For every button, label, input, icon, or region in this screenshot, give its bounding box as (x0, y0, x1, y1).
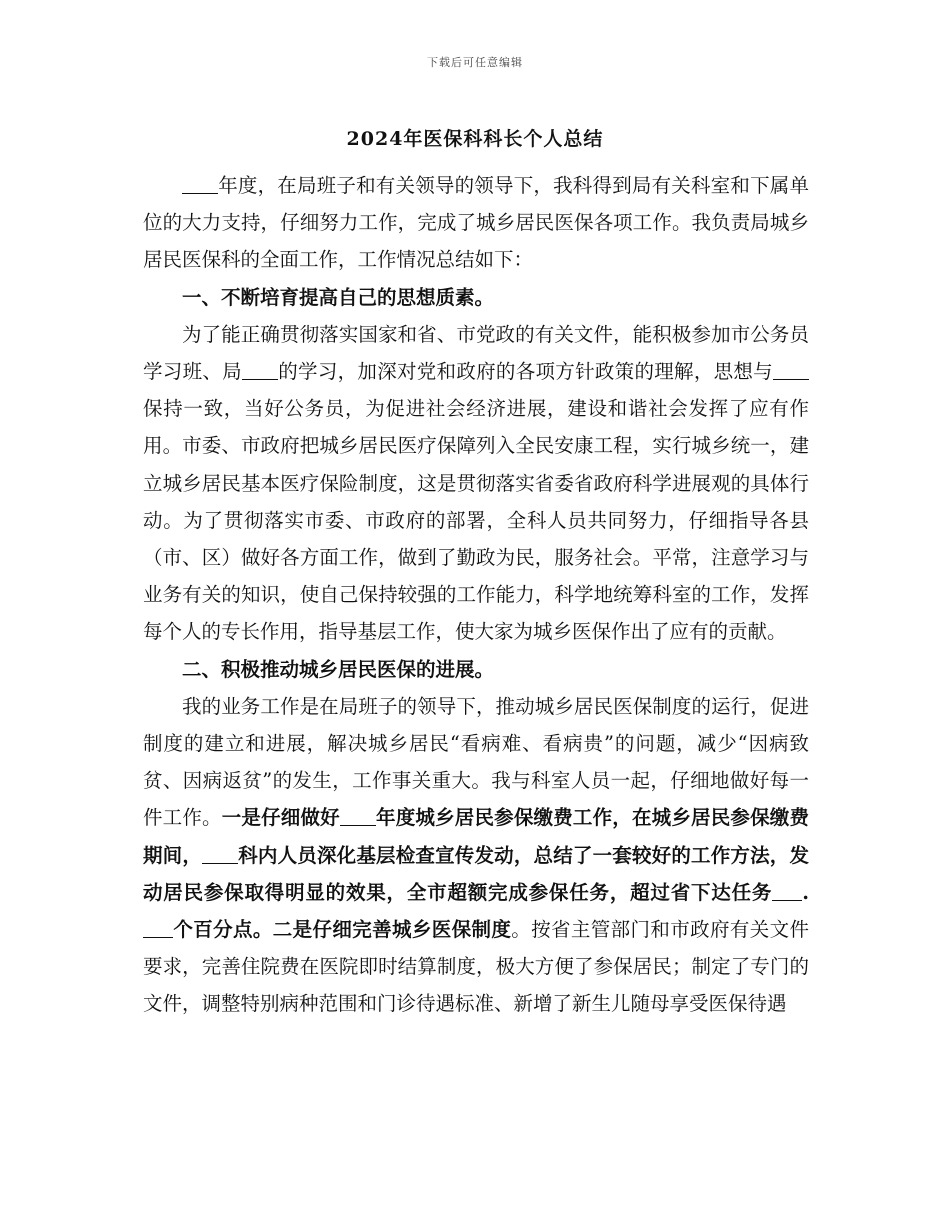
document-title: 2024年医保科科长个人总结 (346, 128, 604, 150)
blank-line (143, 918, 173, 939)
section2-text-1: 我的业务工作是在局班子的领导下，推动城乡居民医保制度的运行，促进制度的建立和进展，解决城乡居民“看病难、看病贵”的问题，减少“因病致贫、因病返贫”的发生，工作事关重大。我与科室人员一起，仔细地做好每一件工作。 (143, 694, 809, 830)
section1-paragraph (143, 316, 809, 651)
intro-paragraph (143, 167, 809, 279)
section2-paragraph (143, 688, 809, 1023)
section2-bold-3: 科内人员深化基层检查宣传发动，总结了一套较好的工作方法，发动居民参保取得明显的效果，全市超额完成参保任务，超过省下达任务 (143, 843, 809, 904)
blank-line (773, 360, 809, 381)
blank-line (202, 843, 238, 864)
section1-text-3: 保持一致，当好公务员，为促进社会经济进展，建设和谐社会发挥了应有作用。市委、市政府把城乡居民医疗保障列入全民安康工程，实行城乡统一，建立城乡居民基本医疗保险制度，这是贯彻落实省委省政府科学进展观的具体行动。为了贯彻落实市委、市政府的部署，全科人员共同努力，仔细指导各县（市、区）做好各方面工作，做到了勤政为民，服务社会。平常，注意学习与业务有关的知识，使自己保持较强的工作能力，科学地统筹科室的工作，发挥每个人的专长作用，指导基层工作，使大家为城乡医保作出了应有的贡献。 (143, 397, 809, 644)
section2-text-2: 。按省主管部门和市政府有关文件要求，完善住院费在医院即时结算制度，极大方便了参保居民；制定了专门的文件，调整特别病种范围和门诊待遇标准、新增了新生儿随母享受医保待遇 (143, 918, 809, 1016)
blank-line (182, 174, 218, 195)
blank-line (340, 806, 376, 827)
intro-text: 年度，在局班子和有关领导的领导下，我科得到局有关科室和下属单位的大力支持，仔细努力工作，完成了城乡居民医保各项工作。我负责局城乡居民医保科的全面工作，工作情况总结如下： (143, 174, 809, 272)
section2-bold-2: 年度城乡居民参保缴费工作，在城乡居民参保缴费期间， (143, 806, 809, 867)
section2-bold-5: 个百分点。二是仔细完善城乡医保制度 (173, 918, 512, 942)
document-body (143, 167, 809, 1023)
section2-bold-1: 一是仔细做好 (221, 806, 340, 830)
section2-heading: 二、积极推动城乡居民医保的进展。 (182, 657, 495, 681)
blank-line (772, 880, 802, 901)
section1-text-1: 为了能正确贯彻落实国家和省、市党政的有关文件，能积极参加市公务员学习班、局 (143, 322, 809, 384)
blank-line (242, 360, 278, 381)
header-note: 下载后可任意编辑 (427, 56, 523, 69)
section1-heading: 一、不断培育提高自己的思想质素。 (182, 285, 495, 309)
section2-bold-4: . (802, 880, 809, 904)
section1-text-2: 的学习，加深对党和政府的各项方针政策的理解，思想与 (277, 360, 773, 384)
